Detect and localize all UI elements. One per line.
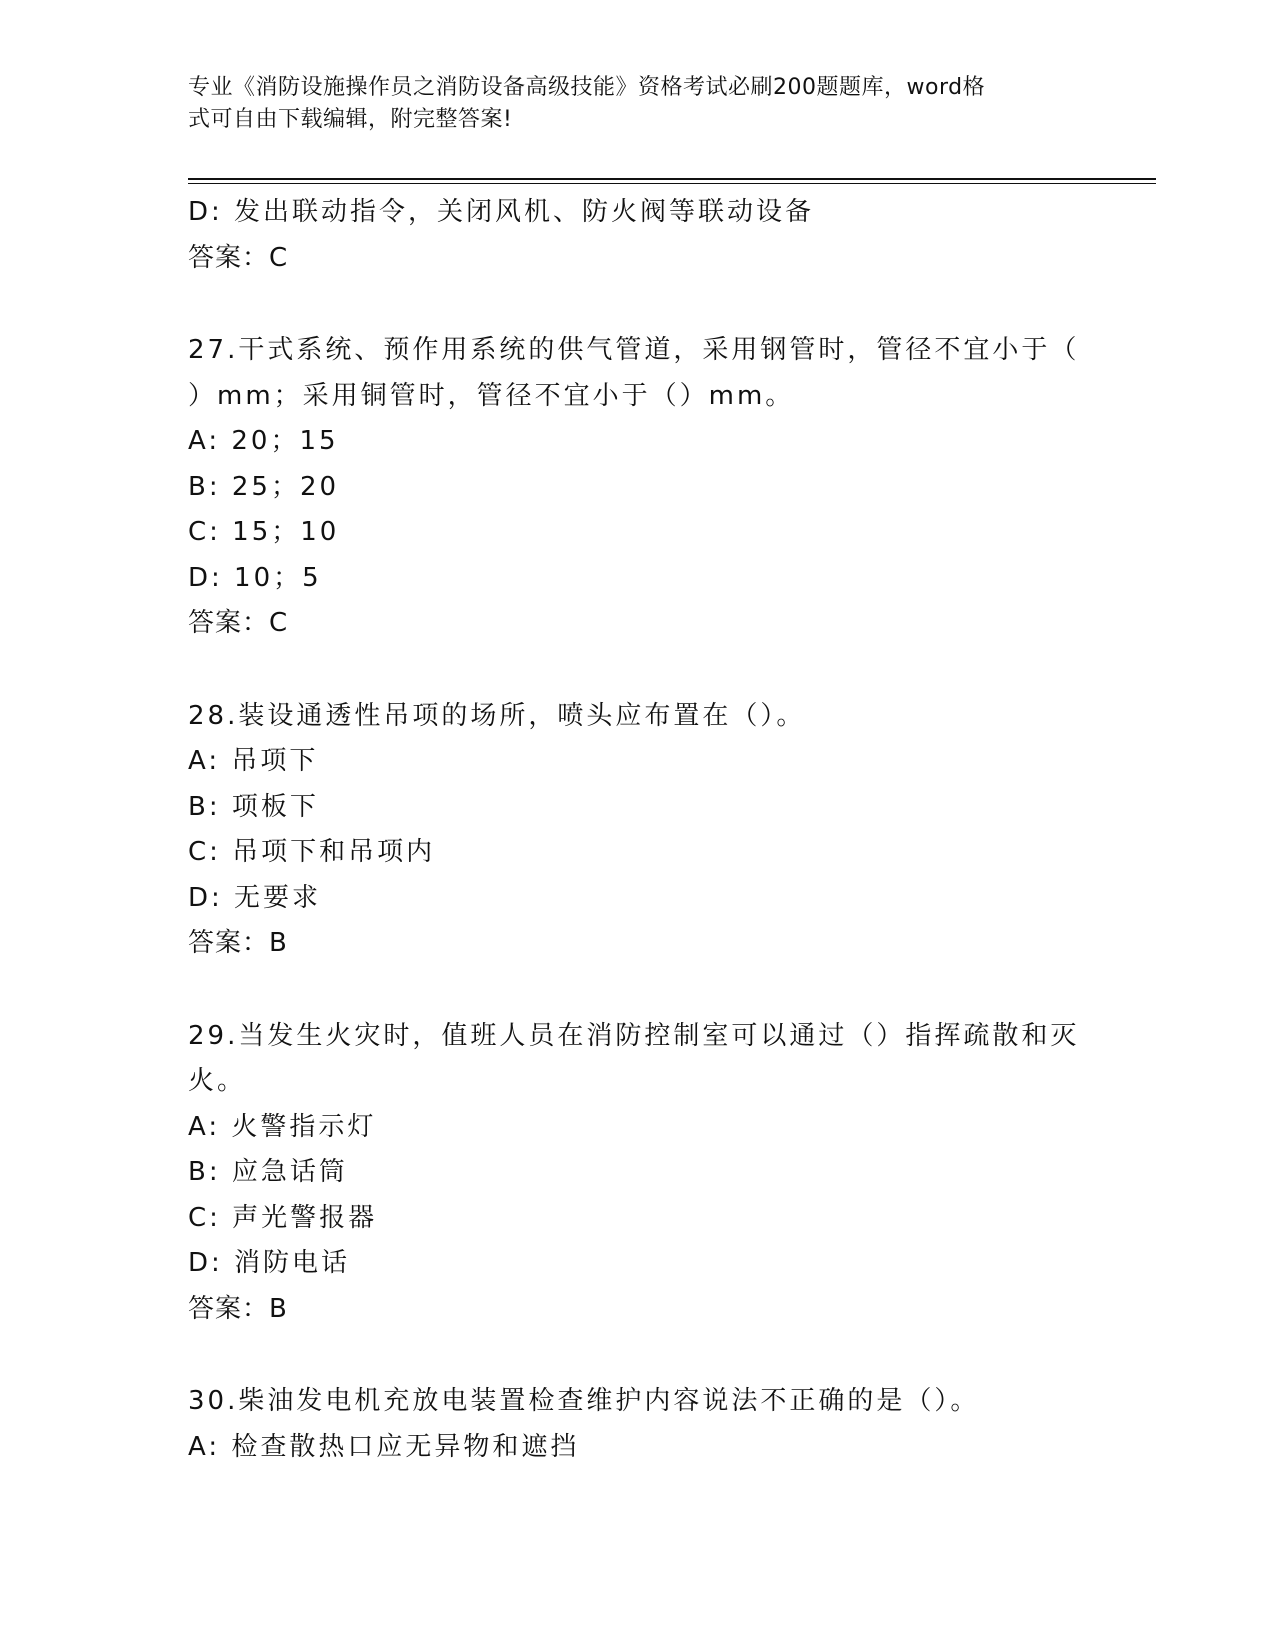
question-29-answer: 答案：B	[188, 1293, 288, 1324]
question-30-text-line-1: 30.柴油发电机充放电装置检查维护内容说法不正确的是（）。	[188, 1386, 980, 1416]
question-27-option-b: B: 25；20	[188, 471, 340, 502]
question-27	[188, 328, 1088, 647]
question-29-text-line-1: 29.当发生火灾时，值班人员在消防控制室可以通过（）指挥疏散和灭	[188, 1020, 1080, 1051]
header-rule-thick	[188, 178, 1156, 180]
question-28-text-line-1: 28.装设通透性吊项的场所，喷头应布置在（）。	[188, 700, 806, 731]
question-29-option-d: D: 消防电话	[188, 1248, 351, 1278]
question-30	[188, 1379, 1088, 1470]
question-29-text-line-2: 火。	[188, 1066, 247, 1096]
header-line-1: 专业《消防设施操作员之消防设备高级技能》资格考试必刷200题题库，word格	[188, 75, 986, 100]
question-29	[188, 1014, 1088, 1333]
question-30-option-a: A: 检查散热口应无异物和遮挡	[188, 1431, 580, 1462]
question-27-text-line-2: ）mm；采用铜管时，管径不宜小于（）mm。	[188, 380, 795, 411]
question-29-option-b: B: 应急话筒	[188, 1157, 348, 1187]
header-line-2: 式可自由下载编辑，附完整答案!	[188, 107, 513, 132]
question-29-option-a: A: 火警指示灯	[188, 1111, 377, 1142]
prev-question-answer: 答案：C	[188, 242, 289, 273]
prev-question-option-d: D: 发出联动指令，关闭风机、防火阀等联动设备	[188, 197, 815, 227]
header-rule-thin	[188, 183, 1156, 184]
question-29-option-c: C: 声光警报器	[188, 1202, 378, 1233]
question-28-option-a: A: 吊项下	[188, 746, 319, 776]
question-27-option-c: C: 15；10	[188, 517, 340, 547]
document-body	[188, 190, 1088, 1470]
question-28	[188, 694, 1088, 967]
document-header	[188, 72, 1078, 136]
question-28-option-c: C: 吊项下和吊项内	[188, 837, 436, 867]
question-27-option-d: D: 10；5	[188, 562, 322, 593]
question-28-option-d: D: 无要求	[188, 882, 322, 913]
question-27-answer: 答案：C	[188, 608, 289, 638]
question-27-option-a: A: 20；15	[188, 426, 339, 456]
question-28-option-b: B: 项板下	[188, 791, 319, 822]
question-28-answer: 答案：B	[188, 928, 288, 958]
question-27-text-line-1: 27.干式系统、预作用系统的供气管道，采用钢管时，管径不宜小于（	[188, 335, 1080, 365]
